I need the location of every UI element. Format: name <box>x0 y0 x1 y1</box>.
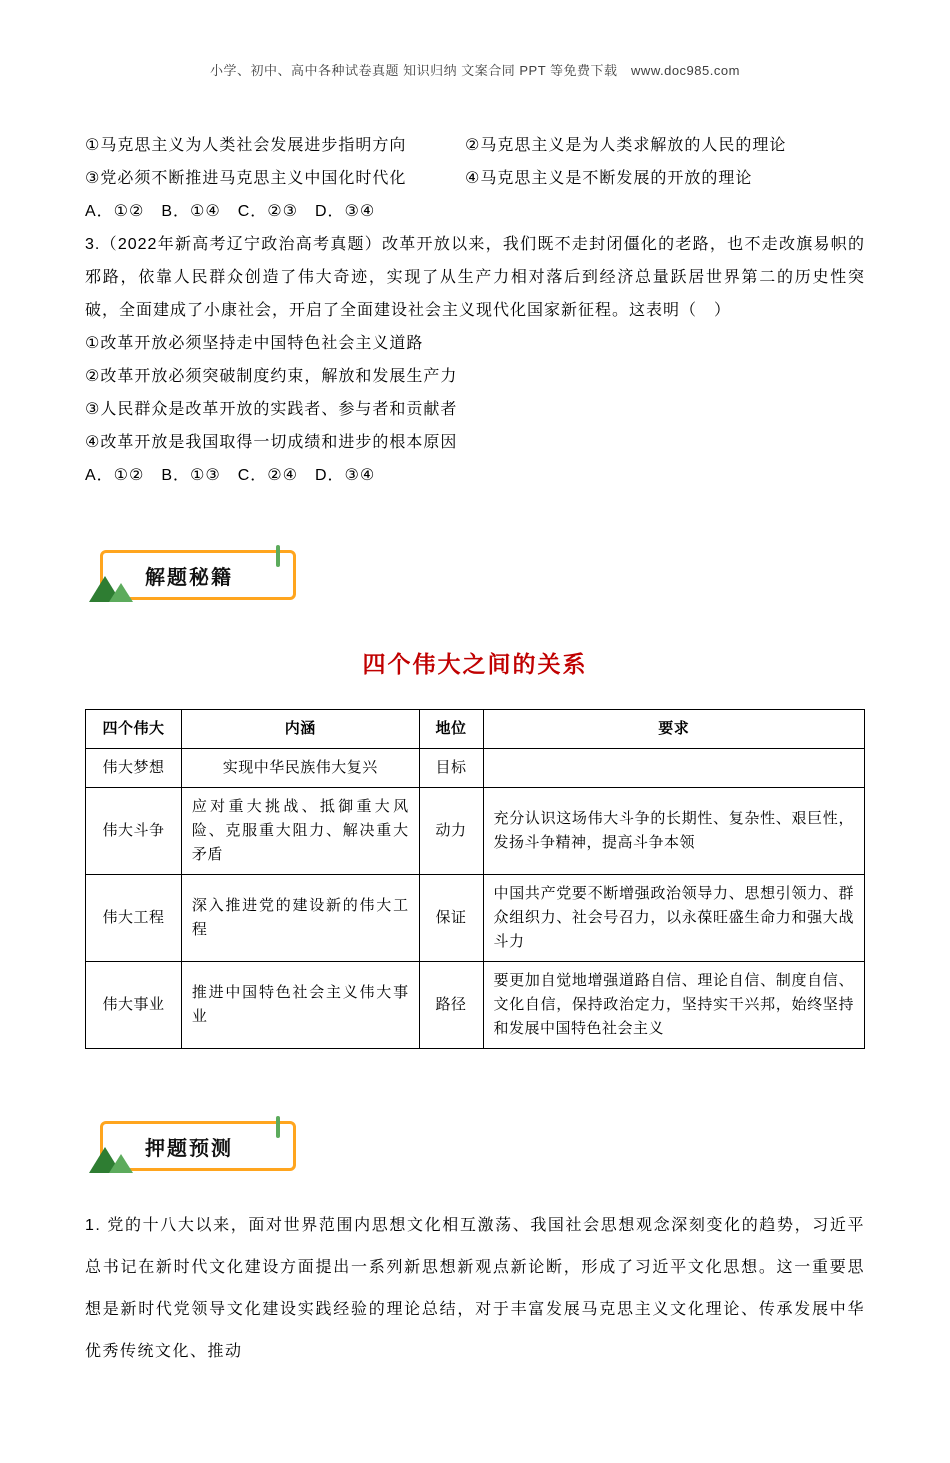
option-4: ④马克思主义是不断发展的开放的理论 <box>465 170 753 187</box>
badge-label: 押题预测 <box>145 1137 233 1160</box>
option-1: ①马克思主义为人类社会发展进步指明方向 <box>85 137 407 154</box>
table-row <box>86 875 865 962</box>
table-cell: 保证 <box>419 875 483 962</box>
option-4: ④改革开放是我国取得一切成绩和进步的根本原因 <box>85 434 458 451</box>
badge-label: 解题秘籍 <box>145 566 233 589</box>
table-cell: 应对重大挑战、抵御重大风险、克服重大阻力、解决重大矛盾 <box>181 788 419 875</box>
table-row <box>86 749 865 788</box>
accent-bar-icon <box>276 545 280 567</box>
column-header: 要求 <box>483 710 864 749</box>
table-cell: 伟大工程 <box>86 875 182 962</box>
table-header-row <box>86 710 865 749</box>
mountain-icon <box>109 583 133 602</box>
site-header-line: 小学、初中、高中各种试卷真题 知识归纳 文案合同 PPT 等免费下载 www.doc985.com <box>210 63 740 78</box>
option-2: ②马克思主义是为人类求解放的人民的理论 <box>465 137 787 154</box>
column-header: 地位 <box>419 710 483 749</box>
table-cell: 伟大斗争 <box>86 788 182 875</box>
question2-options <box>85 129 865 195</box>
table-cell <box>483 749 864 788</box>
table-cell: 实现中华民族伟大复兴 <box>181 749 419 788</box>
question2-block <box>85 129 865 228</box>
option-3: ③党必须不断推进马克思主义中国化时代化 <box>85 170 407 187</box>
option-1: ①改革开放必须坚持走中国特色社会主义道路 <box>85 335 424 352</box>
accent-bar-icon <box>276 1116 280 1138</box>
table-cell: 中国共产党要不断增强政治领导力、思想引领力、群众组织力、社会号召力，以永葆旺盛生命力和强大战斗力 <box>483 875 864 962</box>
table-cell: 要更加自觉地增强道路自信、理论自信、制度自信、文化自信，保持政治定力，坚持实干兴邦，始终坚持和发展中国特色社会主义 <box>483 962 864 1049</box>
question3-answer-choices: A．①② B．①③ C．②④ D．③④ <box>85 467 376 484</box>
section-badge-yati <box>100 1121 296 1171</box>
table-cell: 推进中国特色社会主义伟大事业 <box>181 962 419 1049</box>
question3-stem: 3.（2022年新高考辽宁政治高考真题）改革开放以来，我们既不走封闭僵化的老路，也不走改旗易帜的邪路，依靠人民群众创造了伟大奇迹，实现了从生产力相对落后到经济总量跃居世界第二的历史性突破，全面建成了小康社会，开启了全面建设社会主义现代化国家新征程。这表明（ ） <box>85 236 865 319</box>
table-cell: 伟大事业 <box>86 962 182 1049</box>
question3-block <box>85 228 865 492</box>
question2-answer-choices: A．①② B．①④ C．②③ D．③④ <box>85 203 376 220</box>
table-cell: 路径 <box>419 962 483 1049</box>
section-title: 四个伟大之间的关系 <box>362 651 588 677</box>
column-header: 四个伟大 <box>86 710 182 749</box>
column-header: 内涵 <box>181 710 419 749</box>
question3-options <box>85 327 865 459</box>
prediction-question-paragraph: 1. 党的十八大以来，面对世界范围内思想文化相互激荡、我国社会思想观念深刻变化的趋势，习近平总书记在新时代文化建设方面提出一系列新思想新观点新论断，形成了习近平文化思想。这一重要思想是新时代党领导文化建设实践经验的理论总结，对于丰富发展马克思主义文化理论、传承发展中华优秀传统文化、推动 <box>85 1217 865 1360</box>
option-2: ②改革开放必须突破制度约束，解放和发展生产力 <box>85 368 458 385</box>
option-3: ③人民群众是改革开放的实践者、参与者和贡献者 <box>85 401 458 418</box>
table-row <box>86 962 865 1049</box>
table-row <box>86 788 865 875</box>
table-cell: 伟大梦想 <box>86 749 182 788</box>
table-cell: 动力 <box>419 788 483 875</box>
mountain-icon <box>109 1154 133 1173</box>
table-cell: 充分认识这场伟大斗争的长期性、复杂性、艰巨性，发扬斗争精神，提高斗争本领 <box>483 788 864 875</box>
table-cell: 深入推进党的建设新的伟大工程 <box>181 875 419 962</box>
section-badge-jieti <box>100 550 296 600</box>
relation-table <box>85 709 865 1049</box>
table-cell: 目标 <box>419 749 483 788</box>
